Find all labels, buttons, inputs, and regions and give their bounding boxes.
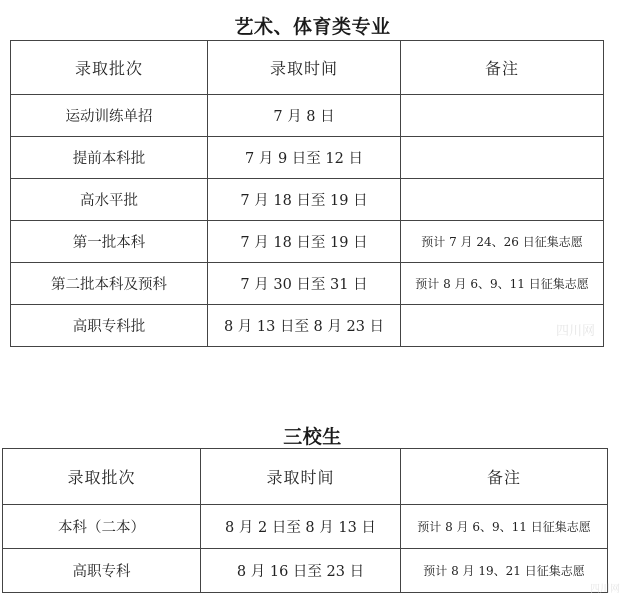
admission-table-arts-sports: [10, 40, 604, 347]
header-time: 录取时间: [201, 449, 401, 505]
table-row: [11, 179, 604, 221]
cell-batch: 运动训练单招: [11, 95, 208, 137]
cell-time: 8 月 16 日至 23 日: [201, 549, 401, 593]
cell-time: 8 月 13 日至 8 月 23 日: [208, 305, 401, 347]
watermark-logo: 四川网: [590, 584, 620, 595]
section-title-arts-sports: 艺术、体育类专业: [234, 16, 391, 38]
table-row: [11, 137, 604, 179]
cell-batch: 第二批本科及预科: [11, 263, 208, 305]
cell-time: 7 月 30 日至 31 日: [208, 263, 401, 305]
table-header-row: [11, 41, 604, 95]
admission-table-three-schools: [2, 448, 608, 593]
table-row: [3, 505, 608, 549]
cell-batch: 高水平批: [11, 179, 208, 221]
header-batch: 录取批次: [11, 41, 208, 95]
header-note: 备注: [401, 449, 608, 505]
table-row: [11, 95, 604, 137]
cell-batch: 本科（二本）: [3, 505, 201, 549]
table-header-row: [3, 449, 608, 505]
table-row: [11, 221, 604, 263]
cell-time: 7 月 8 日: [208, 95, 401, 137]
cell-note: 预计 7 月 24、26 日征集志愿: [401, 221, 604, 263]
table-row: [11, 263, 604, 305]
header-batch: 录取批次: [3, 449, 201, 505]
cell-batch: 提前本科批: [11, 137, 208, 179]
cell-time: 7 月 9 日至 12 日: [208, 137, 401, 179]
cell-batch: 高职专科: [3, 549, 201, 593]
cell-note: 预计 8 月 19、21 日征集志愿: [401, 549, 608, 593]
cell-batch: 第一批本科: [11, 221, 208, 263]
cell-note: 预计 8 月 6、9、11 日征集志愿: [401, 505, 608, 549]
table-row: [11, 305, 604, 347]
header-time: 录取时间: [208, 41, 401, 95]
cell-time: 8 月 2 日至 8 月 13 日: [201, 505, 401, 549]
cell-note: [401, 95, 604, 137]
cell-batch: 高职专科批: [11, 305, 208, 347]
section-title-three-schools: 三校生: [283, 426, 342, 448]
cell-note: 预计 8 月 6、9、11 日征集志愿: [401, 263, 604, 305]
cell-note: [401, 137, 604, 179]
table-row: [3, 549, 608, 593]
header-note: 备注: [401, 41, 604, 95]
cell-time: 7 月 18 日至 19 日: [208, 179, 401, 221]
watermark-logo: 四川网: [556, 324, 596, 339]
cell-time: 7 月 18 日至 19 日: [208, 221, 401, 263]
cell-note: [401, 179, 604, 221]
